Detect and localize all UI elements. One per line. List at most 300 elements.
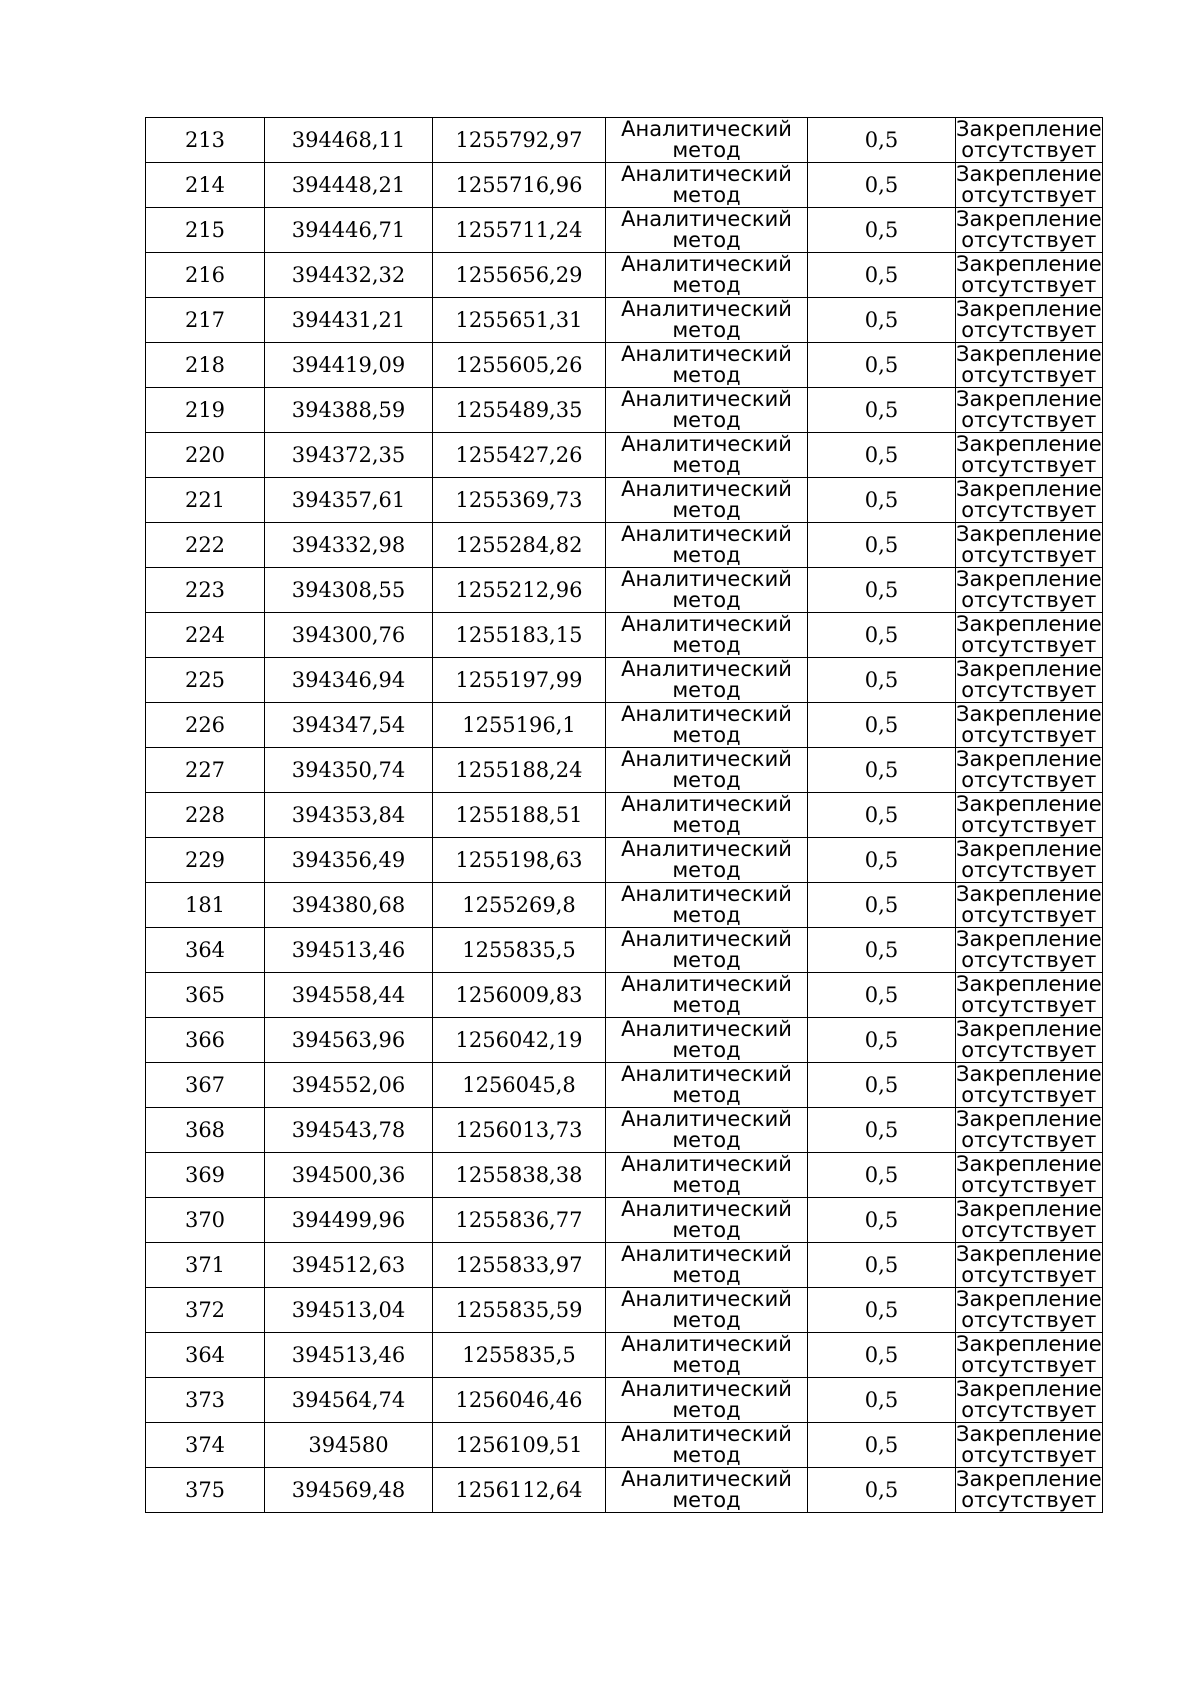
table-row <box>146 478 1103 523</box>
method-text-line: метод <box>672 588 741 612</box>
accuracy-cell: 0,5 <box>808 163 956 208</box>
fixing-text-line: Закрепление <box>956 522 1102 546</box>
fixing-cell <box>956 703 1103 748</box>
y-coordinate-cell: 1255183,15 <box>433 613 606 658</box>
y-coordinate-cell: 1256009,83 <box>433 973 606 1018</box>
fixing-cell <box>956 1018 1103 1063</box>
accuracy-cell: 0,5 <box>808 658 956 703</box>
method-cell <box>606 523 808 568</box>
fixing-cell <box>956 793 1103 838</box>
fixing-text-line: Закрепление <box>956 567 1102 591</box>
fixing-text-line: Закрепление <box>956 702 1102 726</box>
fixing-cell <box>956 433 1103 478</box>
method-text-line: метод <box>672 1173 741 1197</box>
fixing-cell <box>956 163 1103 208</box>
fixing-text-line: отсутствует <box>961 1128 1097 1152</box>
method-cell <box>606 658 808 703</box>
table-row <box>146 973 1103 1018</box>
table-row <box>146 343 1103 388</box>
point-number-cell: 216 <box>146 253 265 298</box>
fixing-cell <box>956 118 1103 163</box>
x-coordinate-cell: 394388,59 <box>265 388 433 433</box>
point-number-cell: 372 <box>146 1288 265 1333</box>
point-number-cell: 371 <box>146 1243 265 1288</box>
fixing-cell <box>956 1423 1103 1468</box>
method-text-line: Аналитический <box>621 612 792 636</box>
method-cell <box>606 388 808 433</box>
method-text-line: Аналитический <box>621 162 792 186</box>
fixing-text-line: отсутствует <box>961 633 1097 657</box>
fixing-text-line: отсутствует <box>961 858 1097 882</box>
x-coordinate-cell: 394552,06 <box>265 1063 433 1108</box>
fixing-text-line: Закрепление <box>956 252 1102 276</box>
method-text-line: метод <box>672 228 741 252</box>
accuracy-cell: 0,5 <box>808 1468 956 1513</box>
method-cell <box>606 568 808 613</box>
accuracy-cell: 0,5 <box>808 793 956 838</box>
accuracy-cell: 0,5 <box>808 388 956 433</box>
method-cell <box>606 1333 808 1378</box>
y-coordinate-cell: 1256046,46 <box>433 1378 606 1423</box>
point-number-cell: 225 <box>146 658 265 703</box>
point-number-cell: 181 <box>146 883 265 928</box>
method-cell <box>606 748 808 793</box>
table-row <box>146 1423 1103 1468</box>
table-row <box>146 658 1103 703</box>
accuracy-cell: 0,5 <box>808 343 956 388</box>
fixing-cell <box>956 1063 1103 1108</box>
method-text-line: метод <box>672 723 741 747</box>
method-text-line: метод <box>672 858 741 882</box>
fixing-text-line: отсутствует <box>961 183 1097 207</box>
fixing-text-line: отсутствует <box>961 498 1097 522</box>
point-number-cell: 368 <box>146 1108 265 1153</box>
fixing-text-line: отсутствует <box>961 318 1097 342</box>
y-coordinate-cell: 1255656,29 <box>433 253 606 298</box>
fixing-text-line: Закрепление <box>956 162 1102 186</box>
method-text-line: метод <box>672 183 741 207</box>
point-number-cell: 375 <box>146 1468 265 1513</box>
point-number-cell: 222 <box>146 523 265 568</box>
fixing-cell <box>956 298 1103 343</box>
point-number-cell: 214 <box>146 163 265 208</box>
table-row <box>146 1198 1103 1243</box>
fixing-cell <box>956 883 1103 928</box>
x-coordinate-cell: 394564,74 <box>265 1378 433 1423</box>
table-row <box>146 1378 1103 1423</box>
fixing-text-line: отсутствует <box>961 993 1097 1017</box>
method-text-line: Аналитический <box>621 1062 792 1086</box>
y-coordinate-cell: 1255188,24 <box>433 748 606 793</box>
method-cell <box>606 253 808 298</box>
method-cell <box>606 928 808 973</box>
fixing-cell <box>956 928 1103 973</box>
method-text-line: метод <box>672 1308 741 1332</box>
y-coordinate-cell: 1255269,8 <box>433 883 606 928</box>
method-cell <box>606 433 808 478</box>
table-row <box>146 523 1103 568</box>
method-text-line: метод <box>672 633 741 657</box>
x-coordinate-cell: 394513,46 <box>265 928 433 973</box>
y-coordinate-cell: 1255835,59 <box>433 1288 606 1333</box>
point-number-cell: 229 <box>146 838 265 883</box>
y-coordinate-cell: 1255188,51 <box>433 793 606 838</box>
fixing-text-line: отсутствует <box>961 768 1097 792</box>
point-number-cell: 373 <box>146 1378 265 1423</box>
method-text-line: Аналитический <box>621 252 792 276</box>
point-number-cell: 218 <box>146 343 265 388</box>
fixing-text-line: отсутствует <box>961 1083 1097 1107</box>
fixing-text-line: отсутствует <box>961 723 1097 747</box>
fixing-cell <box>956 388 1103 433</box>
x-coordinate-cell: 394580 <box>265 1423 433 1468</box>
table-row <box>146 1018 1103 1063</box>
method-text-line: метод <box>672 903 741 927</box>
y-coordinate-cell: 1255197,99 <box>433 658 606 703</box>
fixing-text-line: Закрепление <box>956 1332 1102 1356</box>
y-coordinate-cell: 1255833,97 <box>433 1243 606 1288</box>
y-coordinate-cell: 1256109,51 <box>433 1423 606 1468</box>
fixing-cell <box>956 1198 1103 1243</box>
accuracy-cell: 0,5 <box>808 208 956 253</box>
method-cell <box>606 838 808 883</box>
accuracy-cell: 0,5 <box>808 838 956 883</box>
coordinates-table-body <box>146 118 1103 1513</box>
accuracy-cell: 0,5 <box>808 1063 956 1108</box>
table-row <box>146 703 1103 748</box>
y-coordinate-cell: 1255651,31 <box>433 298 606 343</box>
point-number-cell: 364 <box>146 1333 265 1378</box>
method-cell <box>606 1063 808 1108</box>
x-coordinate-cell: 394432,32 <box>265 253 433 298</box>
point-number-cell: 365 <box>146 973 265 1018</box>
accuracy-cell: 0,5 <box>808 1333 956 1378</box>
fixing-text-line: Закрепление <box>956 117 1102 141</box>
fixing-text-line: отсутствует <box>961 453 1097 477</box>
table-row <box>146 613 1103 658</box>
x-coordinate-cell: 394308,55 <box>265 568 433 613</box>
point-number-cell: 226 <box>146 703 265 748</box>
method-text-line: Аналитический <box>621 1332 792 1356</box>
fixing-text-line: Закрепление <box>956 1062 1102 1086</box>
fixing-text-line: отсутствует <box>961 1038 1097 1062</box>
fixing-cell <box>956 1468 1103 1513</box>
fixing-text-line: Закрепление <box>956 1152 1102 1176</box>
accuracy-cell: 0,5 <box>808 1288 956 1333</box>
x-coordinate-cell: 394499,96 <box>265 1198 433 1243</box>
table-row <box>146 1243 1103 1288</box>
fixing-text-line: Закрепление <box>956 1242 1102 1266</box>
method-text-line: метод <box>672 1398 741 1422</box>
fixing-text-line: Закрепление <box>956 747 1102 771</box>
method-text-line: Аналитический <box>621 927 792 951</box>
fixing-text-line: Закрепление <box>956 972 1102 996</box>
fixing-text-line: Закрепление <box>956 882 1102 906</box>
point-number-cell: 219 <box>146 388 265 433</box>
x-coordinate-cell: 394380,68 <box>265 883 433 928</box>
fixing-text-line: отсутствует <box>961 1308 1097 1332</box>
table-row <box>146 1468 1103 1513</box>
fixing-text-line: отсутствует <box>961 1173 1097 1197</box>
accuracy-cell: 0,5 <box>808 883 956 928</box>
fixing-text-line: Закрепление <box>956 207 1102 231</box>
point-number-cell: 220 <box>146 433 265 478</box>
point-number-cell: 224 <box>146 613 265 658</box>
point-number-cell: 364 <box>146 928 265 973</box>
method-cell <box>606 163 808 208</box>
method-text-line: Аналитический <box>621 567 792 591</box>
x-coordinate-cell: 394431,21 <box>265 298 433 343</box>
point-number-cell: 227 <box>146 748 265 793</box>
point-number-cell: 374 <box>146 1423 265 1468</box>
fixing-text-line: Закрепление <box>956 837 1102 861</box>
x-coordinate-cell: 394513,46 <box>265 1333 433 1378</box>
method-text-line: метод <box>672 1443 741 1467</box>
y-coordinate-cell: 1255835,5 <box>433 1333 606 1378</box>
x-coordinate-cell: 394347,54 <box>265 703 433 748</box>
fixing-text-line: отсутствует <box>961 228 1097 252</box>
table-row <box>146 163 1103 208</box>
method-text-line: Аналитический <box>621 792 792 816</box>
x-coordinate-cell: 394512,63 <box>265 1243 433 1288</box>
method-text-line: метод <box>672 138 741 162</box>
method-cell <box>606 343 808 388</box>
point-number-cell: 228 <box>146 793 265 838</box>
fixing-text-line: Закрепление <box>956 432 1102 456</box>
accuracy-cell: 0,5 <box>808 1108 956 1153</box>
point-number-cell: 366 <box>146 1018 265 1063</box>
fixing-cell <box>956 208 1103 253</box>
y-coordinate-cell: 1255427,26 <box>433 433 606 478</box>
method-cell <box>606 1198 808 1243</box>
method-text-line: Аналитический <box>621 882 792 906</box>
fixing-text-line: Закрепление <box>956 1107 1102 1131</box>
method-text-line: метод <box>672 813 741 837</box>
fixing-text-line: отсутствует <box>961 588 1097 612</box>
method-text-line: Аналитический <box>621 747 792 771</box>
method-cell <box>606 1243 808 1288</box>
method-text-line: Аналитический <box>621 297 792 321</box>
fixing-text-line: отсутствует <box>961 363 1097 387</box>
accuracy-cell: 0,5 <box>808 1198 956 1243</box>
fixing-text-line: отсутствует <box>961 1218 1097 1242</box>
x-coordinate-cell: 394569,48 <box>265 1468 433 1513</box>
y-coordinate-cell: 1255489,35 <box>433 388 606 433</box>
fixing-text-line: отсутствует <box>961 903 1097 927</box>
point-number-cell: 213 <box>146 118 265 163</box>
accuracy-cell: 0,5 <box>808 928 956 973</box>
method-cell <box>606 1288 808 1333</box>
accuracy-cell: 0,5 <box>808 1018 956 1063</box>
point-number-cell: 221 <box>146 478 265 523</box>
table-row <box>146 1108 1103 1153</box>
accuracy-cell: 0,5 <box>808 523 956 568</box>
table-row <box>146 928 1103 973</box>
fixing-cell <box>956 1108 1103 1153</box>
x-coordinate-cell: 394419,09 <box>265 343 433 388</box>
method-cell <box>606 883 808 928</box>
method-text-line: метод <box>672 408 741 432</box>
fixing-text-line: отсутствует <box>961 948 1097 972</box>
accuracy-cell: 0,5 <box>808 1243 956 1288</box>
y-coordinate-cell: 1256112,64 <box>433 1468 606 1513</box>
method-text-line: Аналитический <box>621 1422 792 1446</box>
fixing-cell <box>956 658 1103 703</box>
y-coordinate-cell: 1255196,1 <box>433 703 606 748</box>
method-cell <box>606 613 808 658</box>
fixing-cell <box>956 973 1103 1018</box>
table-row <box>146 298 1103 343</box>
x-coordinate-cell: 394332,98 <box>265 523 433 568</box>
method-text-line: метод <box>672 498 741 522</box>
fixing-cell <box>956 1333 1103 1378</box>
method-cell <box>606 703 808 748</box>
x-coordinate-cell: 394357,61 <box>265 478 433 523</box>
x-coordinate-cell: 394356,49 <box>265 838 433 883</box>
fixing-text-line: Закрепление <box>956 1197 1102 1221</box>
y-coordinate-cell: 1255284,82 <box>433 523 606 568</box>
y-coordinate-cell: 1255836,77 <box>433 1198 606 1243</box>
method-cell <box>606 973 808 1018</box>
accuracy-cell: 0,5 <box>808 703 956 748</box>
fixing-cell <box>956 523 1103 568</box>
accuracy-cell: 0,5 <box>808 568 956 613</box>
point-number-cell: 369 <box>146 1153 265 1198</box>
method-text-line: Аналитический <box>621 342 792 366</box>
x-coordinate-cell: 394346,94 <box>265 658 433 703</box>
fixing-text-line: Закрепление <box>956 1422 1102 1446</box>
method-text-line: Аналитический <box>621 1467 792 1491</box>
fixing-text-line: отсутствует <box>961 408 1097 432</box>
point-number-cell: 215 <box>146 208 265 253</box>
accuracy-cell: 0,5 <box>808 973 956 1018</box>
method-text-line: Аналитический <box>621 1197 792 1221</box>
table-row <box>146 1063 1103 1108</box>
fixing-text-line: Закрепление <box>956 342 1102 366</box>
y-coordinate-cell: 1255198,63 <box>433 838 606 883</box>
table-row <box>146 1288 1103 1333</box>
fixing-text-line: отсутствует <box>961 1353 1097 1377</box>
x-coordinate-cell: 394543,78 <box>265 1108 433 1153</box>
method-text-line: метод <box>672 453 741 477</box>
table-row <box>146 568 1103 613</box>
accuracy-cell: 0,5 <box>808 748 956 793</box>
accuracy-cell: 0,5 <box>808 118 956 163</box>
method-text-line: метод <box>672 1218 741 1242</box>
y-coordinate-cell: 1255792,97 <box>433 118 606 163</box>
fixing-text-line: Закрепление <box>956 387 1102 411</box>
method-text-line: метод <box>672 1083 741 1107</box>
method-text-line: Аналитический <box>621 1377 792 1401</box>
table-row <box>146 838 1103 883</box>
method-text-line: Аналитический <box>621 207 792 231</box>
method-text-line: Аналитический <box>621 477 792 501</box>
y-coordinate-cell: 1255369,73 <box>433 478 606 523</box>
coordinates-table <box>145 117 1103 1513</box>
accuracy-cell: 0,5 <box>808 613 956 658</box>
method-cell <box>606 1468 808 1513</box>
fixing-text-line: Закрепление <box>956 1377 1102 1401</box>
fixing-text-line: отсутствует <box>961 543 1097 567</box>
method-text-line: метод <box>672 363 741 387</box>
method-text-line: Аналитический <box>621 1287 792 1311</box>
fixing-cell <box>956 748 1103 793</box>
accuracy-cell: 0,5 <box>808 1378 956 1423</box>
method-text-line: метод <box>672 543 741 567</box>
y-coordinate-cell: 1255838,38 <box>433 1153 606 1198</box>
accuracy-cell: 0,5 <box>808 1153 956 1198</box>
fixing-cell <box>956 568 1103 613</box>
method-cell <box>606 298 808 343</box>
fixing-text-line: Закрепление <box>956 1287 1102 1311</box>
point-number-cell: 370 <box>146 1198 265 1243</box>
x-coordinate-cell: 394353,84 <box>265 793 433 838</box>
method-cell <box>606 1018 808 1063</box>
fixing-text-line: отсутствует <box>961 273 1097 297</box>
method-text-line: Аналитический <box>621 117 792 141</box>
table-row <box>146 748 1103 793</box>
method-cell <box>606 1378 808 1423</box>
fixing-text-line: Закрепление <box>956 927 1102 951</box>
method-text-line: метод <box>672 993 741 1017</box>
point-number-cell: 223 <box>146 568 265 613</box>
fixing-text-line: Закрепление <box>956 1467 1102 1491</box>
x-coordinate-cell: 394448,21 <box>265 163 433 208</box>
fixing-text-line: Закрепление <box>956 612 1102 636</box>
x-coordinate-cell: 394350,74 <box>265 748 433 793</box>
table-row <box>146 433 1103 478</box>
method-text-line: метод <box>672 1263 741 1287</box>
method-text-line: Аналитический <box>621 657 792 681</box>
method-cell <box>606 793 808 838</box>
method-text-line: Аналитический <box>621 837 792 861</box>
accuracy-cell: 0,5 <box>808 298 956 343</box>
method-text-line: Аналитический <box>621 1017 792 1041</box>
accuracy-cell: 0,5 <box>808 433 956 478</box>
x-coordinate-cell: 394558,44 <box>265 973 433 1018</box>
method-cell <box>606 208 808 253</box>
table-row <box>146 883 1103 928</box>
method-text-line: метод <box>672 768 741 792</box>
fixing-cell <box>956 838 1103 883</box>
method-text-line: метод <box>672 1353 741 1377</box>
x-coordinate-cell: 394513,04 <box>265 1288 433 1333</box>
method-text-line: Аналитический <box>621 432 792 456</box>
method-text-line: Аналитический <box>621 972 792 996</box>
method-text-line: метод <box>672 1128 741 1152</box>
method-text-line: метод <box>672 1038 741 1062</box>
table-row <box>146 118 1103 163</box>
fixing-cell <box>956 1153 1103 1198</box>
table-row <box>146 1333 1103 1378</box>
method-cell <box>606 478 808 523</box>
method-text-line: метод <box>672 1488 741 1512</box>
x-coordinate-cell: 394446,71 <box>265 208 433 253</box>
fixing-text-line: Закрепление <box>956 657 1102 681</box>
fixing-text-line: Закрепление <box>956 1017 1102 1041</box>
fixing-text-line: отсутствует <box>961 138 1097 162</box>
method-text-line: Аналитический <box>621 522 792 546</box>
method-cell <box>606 1423 808 1468</box>
table-row <box>146 388 1103 433</box>
fixing-cell <box>956 1243 1103 1288</box>
fixing-text-line: Закрепление <box>956 297 1102 321</box>
fixing-text-line: отсутствует <box>961 678 1097 702</box>
table-row <box>146 793 1103 838</box>
fixing-text-line: Закрепление <box>956 477 1102 501</box>
y-coordinate-cell: 1256045,8 <box>433 1063 606 1108</box>
x-coordinate-cell: 394300,76 <box>265 613 433 658</box>
